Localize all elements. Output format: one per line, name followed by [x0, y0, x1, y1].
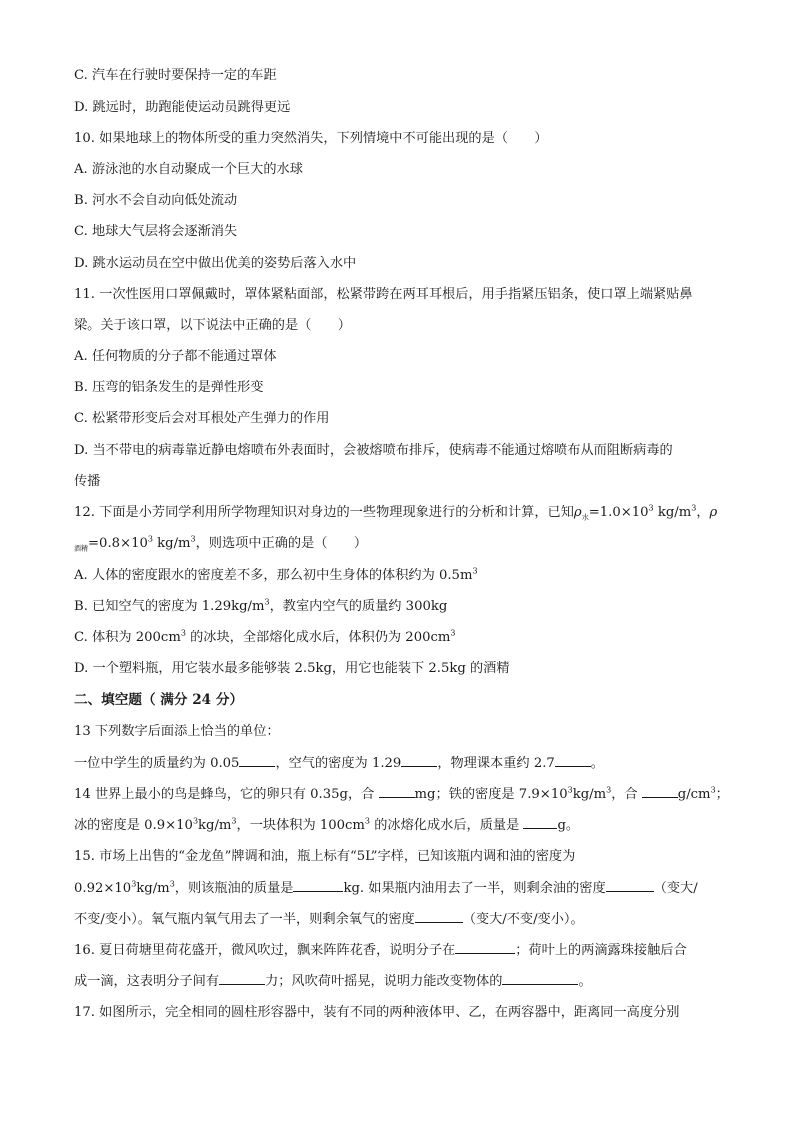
text: ，物理课本重约 2.7 — [437, 756, 555, 771]
q12-stem-line1 — [74, 503, 734, 523]
rho-symbol: ρ — [573, 505, 582, 520]
text: 冰的密度是 0.9×10 — [74, 818, 193, 833]
option-text: ，教室内空气的质量约 300kg — [269, 599, 448, 614]
answer-blank[interactable] — [415, 909, 463, 923]
q10-option-d: D. 跳水运动员在空中做出优美的姿势后落入水中 — [74, 256, 357, 271]
text: 一位中学生的质量约为 0.05 — [74, 756, 240, 771]
exponent: 3 — [567, 785, 573, 795]
exponent: 3 — [691, 503, 697, 513]
text: 成一滴，这表明分子间有 — [74, 974, 220, 989]
q12-option-c — [74, 628, 734, 648]
q12-stem-line2 — [74, 534, 734, 554]
exponent: 3 — [472, 566, 478, 576]
text: kg/m — [136, 881, 170, 896]
answer-blank[interactable] — [606, 878, 654, 892]
rho-alcohol-value: =0.8×10 — [88, 536, 148, 551]
q15-line2 — [74, 878, 734, 898]
text: ，合 — [611, 787, 642, 802]
text: 不变/变小）。氧气瓶内氧气用去了一半，则剩余氧气的密度 — [74, 912, 415, 927]
text: 的冰熔化成水后，质量是 — [370, 818, 524, 833]
rho-symbol: ρ — [709, 505, 718, 520]
answer-blank[interactable] — [293, 878, 343, 892]
exponent: 3 — [710, 785, 716, 795]
exponent: 3 — [147, 534, 153, 544]
punct: ， — [696, 505, 710, 520]
rho-alcohol-subscript: 酒精 — [74, 544, 88, 553]
q15-line3 — [74, 909, 734, 929]
option-text: B. 已知空气的密度为 1.29kg/m — [74, 599, 265, 614]
rho-water-value: =1.0×10 — [588, 505, 649, 520]
q10-option-b: B. 河水不会自动向低处流动 — [74, 193, 238, 208]
text: 14 世界上最小的鸟是蜂鸟，它的卵只有 0.35g，合 — [74, 787, 379, 802]
q11-option-b: B. 压弯的铝条发生的是弹性形变 — [74, 380, 264, 395]
exponent: 3 — [264, 597, 270, 607]
text: （变大/不变/变小）。 — [462, 912, 584, 927]
q10-option-a: A. 游泳池的水自动聚成一个巨大的水球 — [74, 162, 303, 177]
answer-blank[interactable] — [379, 784, 415, 798]
text: ；荷叶上的两滴露珠接触后合 — [515, 943, 687, 958]
q15-line1: 15. 市场上出售的“金龙鱼”牌调和油，瓶上标有“5L”字样，已知该瓶内调和油的密度为 — [74, 849, 576, 864]
q13-line — [74, 753, 734, 773]
text: 16. 夏日荷塘里荷花盛开，微风吹过，飘来阵阵花香，说明分子在 — [74, 943, 456, 958]
exponent: 3 — [364, 816, 370, 826]
q10-stem: 10. 如果地球上的物体所受的重力突然消失，下列情境中不可能出现的是（ ） — [74, 131, 548, 146]
text: （变大/ — [653, 881, 698, 896]
exponent: 3 — [450, 628, 456, 638]
exponent: 3 — [169, 879, 175, 889]
q11-stem-line2: 梁。关于该口罩，以下说法中正确的是（ ） — [74, 318, 351, 333]
q11-option-d-line2: 传播 — [74, 474, 101, 489]
exponent: 3 — [606, 785, 612, 795]
exponent: 3 — [231, 816, 237, 826]
exponent: 3 — [648, 503, 654, 513]
text: ，则该瓶油的质量是 — [174, 881, 294, 896]
text: kg/m — [198, 818, 232, 833]
q16-line2 — [74, 971, 734, 991]
q12-stem-text: 12. 下面是小芳同学利用所学物理知识对身边的一些物理现象进行的分析和计算，已知 — [74, 505, 574, 520]
q12-stem-end: ，则选项中正确的是（ ） — [195, 536, 368, 551]
answer-blank[interactable] — [523, 815, 557, 829]
exponent: 3 — [180, 628, 186, 638]
q17-line1: 17. 如图所示，完全相同的圆柱形容器中，装有不同的两种液体甲、乙，在两容器中，距离同一高度分别 — [74, 1005, 680, 1020]
answer-blank[interactable] — [455, 940, 515, 954]
unit: kg/m — [152, 536, 191, 551]
q11-stem-line1: 11. 一次性医用口罩佩戴时，罩体紧粘面部，松紧带跨在两耳耳根后，用手指紧压铝条，使口罩上端紧贴鼻 — [74, 287, 693, 302]
q10-option-c: C. 地球大气层将会逐渐消失 — [74, 224, 238, 239]
text: kg. 如果瓶内油用去了一半，则剩余油的密度 — [343, 881, 606, 896]
rho-water-subscript: 水 — [581, 513, 589, 522]
answer-blank[interactable] — [502, 971, 578, 985]
q11-option-d-line1: D. 当不带电的病毒靠近静电熔喷布外表面时，会被熔喷布排斥，使病毒不能通过熔喷布从而阻断病毒的 — [74, 443, 673, 458]
answer-blank[interactable] — [219, 971, 265, 985]
text: 。 — [578, 974, 592, 989]
q14-line1 — [74, 784, 734, 804]
text: ，空气的密度为 1.29 — [275, 756, 402, 771]
text: 力；风吹荷叶摇晃，说明力能改变物体的 — [265, 974, 503, 989]
q12-option-b — [74, 597, 734, 617]
text: g。 — [557, 818, 580, 833]
option-text: C. 体积为 200cm — [74, 630, 181, 645]
section-title: 二、填空题（ 满分 24 分） — [74, 692, 244, 708]
exponent: 3 — [190, 534, 196, 544]
q11-option-c: C. 松紧带形变后会对耳根处产生弹力的作用 — [74, 411, 330, 426]
answer-blank[interactable] — [555, 753, 591, 767]
answer-blank[interactable] — [401, 753, 437, 767]
q11-option-a: A. 任何物质的分子都不能通过罩体 — [74, 349, 277, 364]
q9-option-c: C. 汽车在行驶时要保持一定的车距 — [74, 68, 277, 83]
q12-option-a — [74, 566, 734, 586]
text: g/cm — [677, 787, 711, 802]
exponent: 3 — [192, 816, 199, 826]
option-text: A. 人体的密度跟水的密度差不多，那么初中生身体的体积约为 0.5m — [74, 568, 473, 583]
text: 。 — [590, 756, 604, 771]
q14-line2 — [74, 815, 734, 835]
q9-option-d: D. 跳远时，助跑能使运动员跳得更远 — [74, 100, 291, 115]
q13-stem: 13 下列数字后面添上恰当的单位： — [74, 724, 280, 739]
text: mg；铁的密度是 7.9×10 — [414, 787, 568, 802]
q12-option-d: D. 一个塑料瓶，用它装水最多能够装 2.5kg，用它也能装下 2.5kg 的酒精 — [74, 661, 510, 676]
answer-blank[interactable] — [642, 784, 678, 798]
text: kg/m — [572, 787, 607, 802]
unit: kg/m — [653, 505, 692, 520]
q16-line1 — [74, 940, 734, 960]
text: ； — [715, 787, 729, 802]
option-text: 的冰块，全部熔化成水后，体积仍为 200cm — [185, 630, 451, 645]
exponent: 3 — [131, 879, 137, 889]
text: ，一块体积为 100cm — [236, 818, 365, 833]
text: 0.92×10 — [74, 881, 132, 896]
answer-blank[interactable] — [239, 753, 275, 767]
